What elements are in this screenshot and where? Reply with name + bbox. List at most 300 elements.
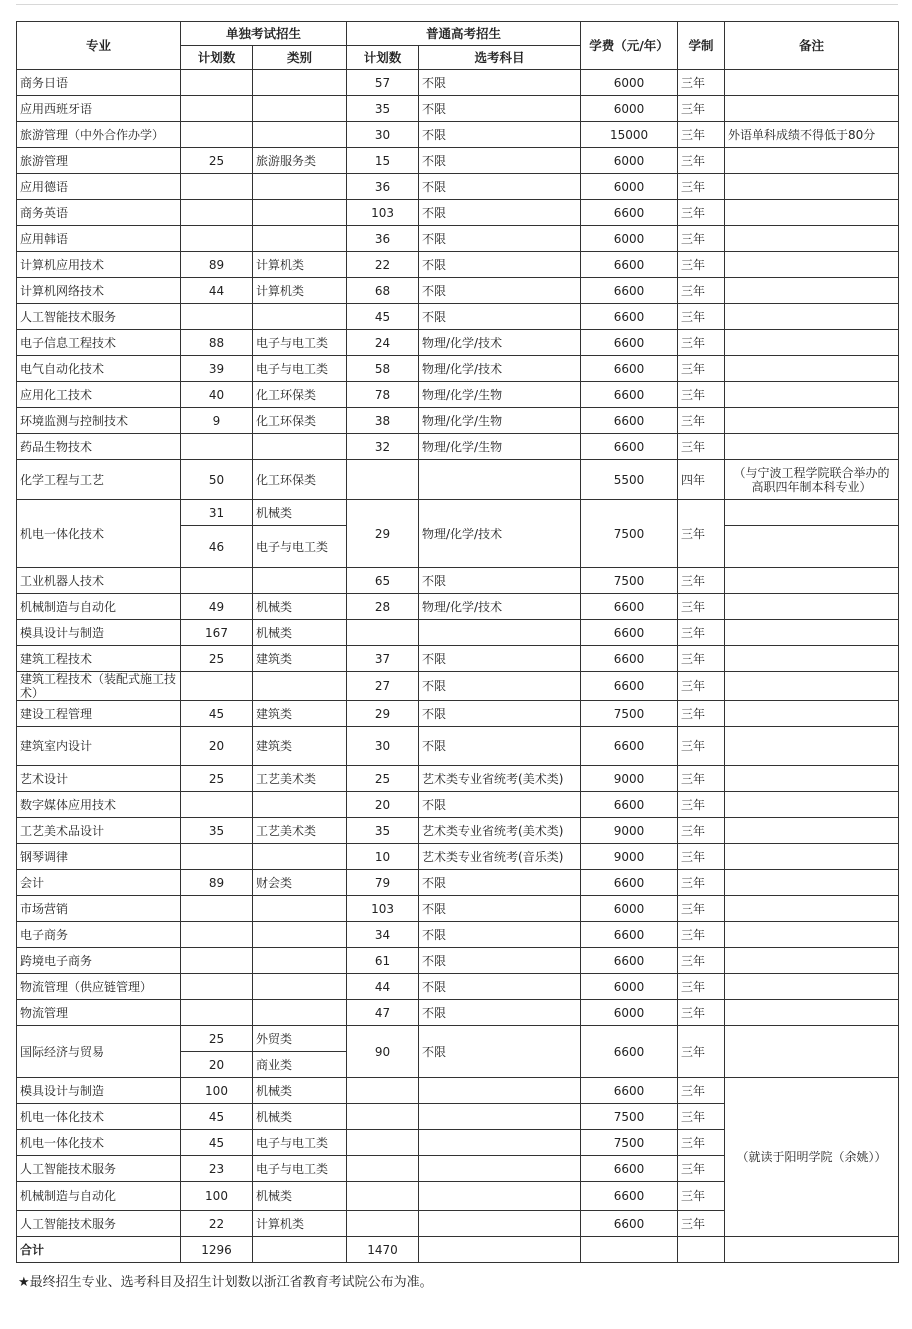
gaokao-subjects-cell [419,1182,581,1211]
single-plan-cell: 167 [181,620,253,646]
gaokao-subjects-cell: 物理/化学/技术 [419,356,581,382]
gaokao-plan-cell: 22 [347,252,419,278]
major-cell: 商务英语 [17,200,181,226]
tuition-cell: 6600 [581,727,678,766]
single-category-cell [253,672,347,701]
single-category-cell: 计算机类 [253,278,347,304]
single-plan-cell [181,844,253,870]
gaokao-subjects-cell: 不限 [419,278,581,304]
gaokao-subjects-cell: 不限 [419,646,581,672]
major-cell: 人工智能技术服务 [17,1211,181,1237]
single-plan-cell: 50 [181,460,253,500]
major-cell: 模具设计与制造 [17,620,181,646]
gaokao-plan-cell: 20 [347,792,419,818]
single-category-cell: 机械类 [253,594,347,620]
tuition-cell: 5500 [581,460,678,500]
single-category-cell: 电子与电工类 [253,330,347,356]
single-plan-cell [181,568,253,594]
gaokao-plan-cell: 103 [347,200,419,226]
remarks-cell [725,382,899,408]
gaokao-subjects-cell: 物理/化学/生物 [419,408,581,434]
tuition-cell: 6000 [581,96,678,122]
gaokao-subjects-cell: 艺术类专业省统考(音乐类) [419,844,581,870]
remarks-cell [725,792,899,818]
major-cell: 建筑室内设计 [17,727,181,766]
duration-cell: 三年 [678,356,725,382]
single-plan-cell [181,974,253,1000]
single-plan-cell: 31 [181,500,253,526]
gaokao-subjects-cell: 不限 [419,96,581,122]
table-row [17,701,899,727]
table-row [17,844,899,870]
table-row [17,766,899,792]
gaokao-plan-cell: 34 [347,922,419,948]
major-cell: 物流管理 [17,1000,181,1026]
major-cell: 钢琴调律 [17,844,181,870]
single-plan-cell: 9 [181,408,253,434]
major-cell: 商务日语 [17,70,181,96]
single-category-cell: 工艺美术类 [253,766,347,792]
header-tuition: 学费（元/年） [581,22,678,70]
gaokao-subjects-cell: 不限 [419,226,581,252]
duration-cell: 三年 [678,70,725,96]
major-cell: 机械制造与自动化 [17,1182,181,1211]
single-plan-cell: 89 [181,252,253,278]
duration-cell: 三年 [678,727,725,766]
single-plan-cell: 45 [181,1130,253,1156]
table-row [17,922,899,948]
gaokao-subjects-cell [419,1104,581,1130]
tuition-cell: 6600 [581,1026,678,1078]
gaokao-plan-cell: 29 [347,500,419,568]
single-plan-cell [181,304,253,330]
remarks-cell [725,870,899,896]
single-plan-cell: 88 [181,330,253,356]
major-cell: 应用德语 [17,174,181,200]
remarks-cell [725,252,899,278]
single-category-cell [253,122,347,148]
major-cell: 工业机器人技术 [17,568,181,594]
single-category-cell [253,174,347,200]
header-gaokao: 普通高考招生 [347,22,581,46]
major-cell: 机电一体化技术 [17,1104,181,1130]
major-cell: 化学工程与工艺 [17,460,181,500]
gaokao-plan-cell [347,1156,419,1182]
gaokao-subjects-cell: 不限 [419,304,581,330]
duration-cell: 三年 [678,278,725,304]
single-category-cell [253,70,347,96]
gaokao-plan-cell: 27 [347,672,419,701]
duration-cell: 三年 [678,1156,725,1182]
tuition-cell: 6600 [581,922,678,948]
major-cell: 机械制造与自动化 [17,594,181,620]
remarks-yangming-cell: （就读于阳明学院（余姚）） [725,1078,899,1237]
major-cell: 电子商务 [17,922,181,948]
tuition-cell: 6600 [581,948,678,974]
single-plan-cell [181,174,253,200]
tuition-cell: 6600 [581,646,678,672]
header-major: 专业 [17,22,181,70]
single-plan-cell: 40 [181,382,253,408]
duration-cell: 三年 [678,96,725,122]
remarks-cell [725,96,899,122]
remarks-cell [725,948,899,974]
major-cell: 人工智能技术服务 [17,1156,181,1182]
single-plan-cell [181,948,253,974]
single-category-cell [253,844,347,870]
tuition-cell: 6600 [581,304,678,330]
single-plan-cell: 25 [181,1026,253,1052]
header-single-exam: 单独考试招生 [181,22,347,46]
gaokao-subjects-cell: 不限 [419,174,581,200]
duration-cell: 三年 [678,701,725,727]
major-cell: 计算机应用技术 [17,252,181,278]
gaokao-subjects-cell [419,460,581,500]
gaokao-subjects-cell: 不限 [419,148,581,174]
single-category-cell: 电子与电工类 [253,356,347,382]
duration-cell: 三年 [678,1211,725,1237]
remarks-cell [725,200,899,226]
table-row [17,727,899,766]
gaokao-plan-cell [347,1104,419,1130]
single-category-cell: 财会类 [253,870,347,896]
duration-cell: 三年 [678,1078,725,1104]
single-category-cell: 化工环保类 [253,408,347,434]
tuition-cell: 7500 [581,701,678,727]
single-plan-cell [181,200,253,226]
remarks-cell [725,1000,899,1026]
single-category-cell: 计算机类 [253,252,347,278]
tuition-cell: 7500 [581,500,678,568]
table-row [17,304,899,330]
gaokao-subjects-cell: 不限 [419,70,581,96]
tuition-cell: 6600 [581,1182,678,1211]
gaokao-plan-cell: 30 [347,727,419,766]
single-category-cell: 建筑类 [253,646,347,672]
single-category-cell [253,792,347,818]
single-category-cell [253,1000,347,1026]
single-category-cell: 外贸类 [253,1026,347,1052]
major-cell: 机电一体化技术 [17,1130,181,1156]
gaokao-subjects-cell [419,1078,581,1104]
gaokao-subjects-cell: 艺术类专业省统考(美术类) [419,818,581,844]
single-category-cell: 建筑类 [253,727,347,766]
remarks-cell [725,594,899,620]
gaokao-subjects-cell: 不限 [419,974,581,1000]
duration-cell: 三年 [678,174,725,200]
remarks-cell [725,526,899,568]
major-cell: 药品生物技术 [17,434,181,460]
major-cell: 物流管理（供应链管理） [17,974,181,1000]
remarks-cell: 外语单科成绩不得低于80分 [725,122,899,148]
major-cell: 国际经济与贸易 [17,1026,181,1078]
major-cell: 电子信息工程技术 [17,330,181,356]
table-row [17,818,899,844]
tuition-cell: 6000 [581,896,678,922]
gaokao-plan-cell: 35 [347,96,419,122]
gaokao-subjects-cell: 物理/化学/技术 [419,500,581,568]
tuition-cell: 6000 [581,226,678,252]
single-category-cell [253,226,347,252]
duration-cell: 三年 [678,818,725,844]
duration-cell: 三年 [678,620,725,646]
single-plan-cell: 20 [181,1052,253,1078]
single-plan-cell: 44 [181,278,253,304]
single-category-cell [253,200,347,226]
major-cell: 建筑工程技术 [17,646,181,672]
duration-cell: 三年 [678,1026,725,1078]
duration-cell: 三年 [678,792,725,818]
duration-cell: 三年 [678,1104,725,1130]
single-plan-cell: 25 [181,766,253,792]
single-category-cell: 机械类 [253,1104,347,1130]
gaokao-plan-cell: 57 [347,70,419,96]
table-row [17,1078,899,1104]
single-category-cell [253,304,347,330]
major-cell: 模具设计与制造 [17,1078,181,1104]
remarks-cell [725,974,899,1000]
single-category-cell [253,96,347,122]
table-row [17,382,899,408]
total-subjects-cell [419,1237,581,1263]
gaokao-subjects-cell: 不限 [419,122,581,148]
table-row [17,792,899,818]
header-remarks: 备注 [725,22,899,70]
tuition-cell: 6600 [581,1078,678,1104]
single-category-cell [253,974,347,1000]
major-cell: 应用韩语 [17,226,181,252]
tuition-cell: 9000 [581,766,678,792]
major-cell: 市场营销 [17,896,181,922]
major-cell: 计算机网络技术 [17,278,181,304]
duration-cell: 三年 [678,922,725,948]
gaokao-subjects-cell: 物理/化学/生物 [419,382,581,408]
duration-cell: 三年 [678,766,725,792]
single-plan-cell [181,122,253,148]
major-cell: 应用西班牙语 [17,96,181,122]
single-category-cell: 计算机类 [253,1211,347,1237]
gaokao-plan-cell: 79 [347,870,419,896]
gaokao-plan-cell: 61 [347,948,419,974]
single-category-cell: 机械类 [253,620,347,646]
single-plan-cell: 22 [181,1211,253,1237]
table-row [17,1000,899,1026]
single-plan-cell: 23 [181,1156,253,1182]
single-plan-cell [181,434,253,460]
remarks-cell [725,844,899,870]
table-row [17,330,899,356]
table-row [17,252,899,278]
gaokao-plan-cell: 10 [347,844,419,870]
gaokao-plan-cell: 30 [347,122,419,148]
tuition-cell: 6600 [581,1211,678,1237]
table-row [17,620,899,646]
remarks-cell [725,356,899,382]
duration-cell: 三年 [678,1000,725,1026]
major-cell: 电气自动化技术 [17,356,181,382]
major-cell: 应用化工技术 [17,382,181,408]
gaokao-plan-cell: 29 [347,701,419,727]
tuition-cell: 6600 [581,408,678,434]
single-category-cell [253,922,347,948]
gaokao-plan-cell: 37 [347,646,419,672]
remarks-cell [725,330,899,356]
gaokao-subjects-cell: 不限 [419,672,581,701]
major-cell: 旅游管理（中外合作办学） [17,122,181,148]
duration-cell: 三年 [678,122,725,148]
gaokao-subjects-cell [419,620,581,646]
header-plan-count: 计划数 [181,46,253,70]
table-row [17,148,899,174]
total-row [17,1237,899,1263]
table-row [17,70,899,96]
header-category: 类别 [253,46,347,70]
duration-cell: 三年 [678,200,725,226]
gaokao-plan-cell [347,1182,419,1211]
enrollment-plan-table [16,21,899,1263]
gaokao-subjects-cell: 物理/化学/生物 [419,434,581,460]
table-row [17,226,899,252]
duration-cell: 三年 [678,330,725,356]
table-row [17,356,899,382]
table-row [17,122,899,148]
single-category-cell: 机械类 [253,1182,347,1211]
duration-cell: 三年 [678,226,725,252]
duration-cell: 三年 [678,870,725,896]
single-plan-cell [181,226,253,252]
gaokao-plan-cell: 68 [347,278,419,304]
tuition-cell: 6600 [581,792,678,818]
remarks-cell [725,1026,899,1078]
gaokao-subjects-cell: 艺术类专业省统考(美术类) [419,766,581,792]
single-plan-cell: 25 [181,148,253,174]
single-plan-cell: 100 [181,1078,253,1104]
single-category-cell: 化工环保类 [253,460,347,500]
single-category-cell: 建筑类 [253,701,347,727]
table-row [17,1026,899,1052]
single-plan-cell [181,922,253,948]
table-row [17,672,899,701]
gaokao-subjects-cell: 不限 [419,727,581,766]
duration-cell: 三年 [678,1182,725,1211]
table-row [17,460,899,500]
total-tuition-cell [581,1237,678,1263]
duration-cell: 三年 [678,500,725,568]
gaokao-subjects-cell: 不限 [419,896,581,922]
total-single-category-cell [253,1237,347,1263]
tuition-cell: 7500 [581,1130,678,1156]
table-row [17,896,899,922]
remarks-cell: （与宁波工程学院联合举办的高职四年制本科专业） [725,460,899,500]
single-category-cell: 电子与电工类 [253,1156,347,1182]
gaokao-plan-cell: 90 [347,1026,419,1078]
duration-cell: 三年 [678,434,725,460]
gaokao-subjects-cell: 不限 [419,922,581,948]
duration-cell: 三年 [678,304,725,330]
remarks-cell [725,434,899,460]
duration-cell: 三年 [678,594,725,620]
single-plan-cell: 20 [181,727,253,766]
gaokao-plan-cell: 58 [347,356,419,382]
duration-cell: 三年 [678,646,725,672]
major-cell: 数字媒体应用技术 [17,792,181,818]
remarks-cell [725,70,899,96]
major-cell: 艺术设计 [17,766,181,792]
single-category-cell [253,896,347,922]
gaokao-subjects-cell: 不限 [419,948,581,974]
tuition-cell: 7500 [581,1104,678,1130]
gaokao-plan-cell: 44 [347,974,419,1000]
gaokao-plan-cell: 36 [347,226,419,252]
single-category-cell [253,568,347,594]
tuition-cell: 7500 [581,568,678,594]
top-divider [16,4,898,5]
major-cell: 建设工程管理 [17,701,181,727]
single-category-cell: 机械类 [253,1078,347,1104]
tuition-cell: 6600 [581,252,678,278]
remarks-cell [725,226,899,252]
single-plan-cell: 45 [181,701,253,727]
gaokao-plan-cell [347,620,419,646]
major-cell: 人工智能技术服务 [17,304,181,330]
gaokao-plan-cell: 35 [347,818,419,844]
gaokao-plan-cell: 65 [347,568,419,594]
major-cell: 旅游管理 [17,148,181,174]
tuition-cell: 6600 [581,870,678,896]
single-plan-cell: 89 [181,870,253,896]
single-category-cell: 商业类 [253,1052,347,1078]
table-row [17,500,899,526]
table-row [17,200,899,226]
duration-cell: 四年 [678,460,725,500]
tuition-cell: 6600 [581,382,678,408]
table-row [17,174,899,200]
remarks-cell [725,304,899,330]
duration-cell: 三年 [678,672,725,701]
header-plan-count-gaokao: 计划数 [347,46,419,70]
table-row [17,568,899,594]
remarks-cell [725,727,899,766]
duration-cell: 三年 [678,974,725,1000]
gaokao-plan-cell [347,1211,419,1237]
single-plan-cell [181,70,253,96]
gaokao-subjects-cell: 不限 [419,568,581,594]
gaokao-subjects-cell: 不限 [419,701,581,727]
gaokao-subjects-cell: 物理/化学/技术 [419,330,581,356]
gaokao-subjects-cell: 不限 [419,792,581,818]
duration-cell: 三年 [678,382,725,408]
duration-cell: 三年 [678,148,725,174]
tuition-cell: 6600 [581,278,678,304]
gaokao-plan-cell: 28 [347,594,419,620]
single-category-cell: 化工环保类 [253,382,347,408]
duration-cell: 三年 [678,252,725,278]
gaokao-plan-cell: 36 [347,174,419,200]
gaokao-plan-cell [347,460,419,500]
single-category-cell: 旅游服务类 [253,148,347,174]
gaokao-subjects-cell [419,1211,581,1237]
gaokao-plan-cell: 32 [347,434,419,460]
remarks-cell [725,500,899,526]
tuition-cell: 6600 [581,594,678,620]
tuition-cell: 6600 [581,434,678,460]
single-category-cell [253,948,347,974]
remarks-cell [725,766,899,792]
table-row [17,434,899,460]
header-subjects: 选考科目 [419,46,581,70]
tuition-cell: 6000 [581,174,678,200]
duration-cell: 三年 [678,408,725,434]
